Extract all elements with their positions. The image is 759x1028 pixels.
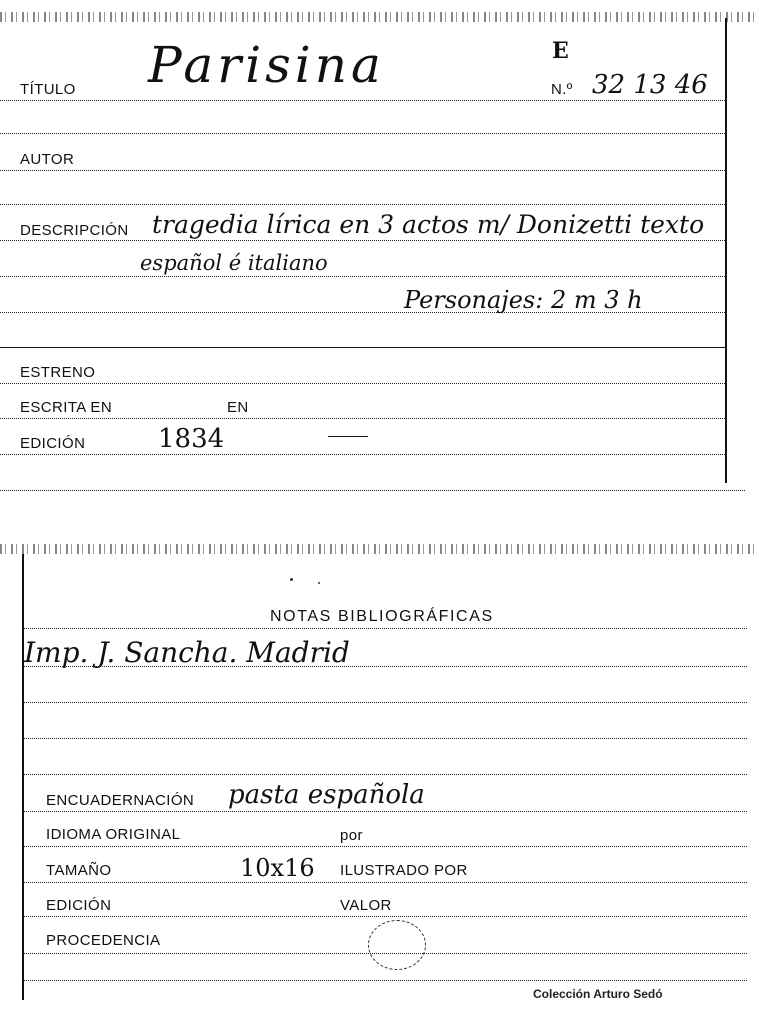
edicion-back-label: EDICIÓN (46, 897, 112, 914)
rule-line (0, 490, 745, 491)
catalog-card-front (0, 0, 759, 500)
pencil-mark (328, 436, 368, 437)
stamp-circle (368, 920, 426, 970)
rule-line (0, 170, 727, 171)
rule-line (22, 882, 747, 883)
tamano-value: 10x16 (240, 854, 315, 882)
descripcion-line-1: tragedia lírica en 3 actos m/ Donizetti texto (152, 210, 705, 239)
rule-line (22, 846, 747, 847)
rule-line (0, 133, 727, 134)
por-label: por (340, 827, 363, 844)
rule-line (0, 418, 727, 419)
card-right-border (725, 18, 727, 483)
catalog-card-back (0, 540, 759, 1010)
encuadernacion-label: ENCUADERNACIÓN (46, 792, 195, 809)
titulo-label: TÍTULO (20, 81, 76, 98)
rule-line (0, 204, 727, 205)
ilustrado-label: ILUSTRADO POR (340, 862, 468, 879)
rule-line (0, 383, 727, 384)
rule-line (22, 774, 747, 775)
numero-label: N.º (551, 81, 573, 98)
rule-line (0, 240, 727, 241)
rule-line (0, 454, 727, 455)
rule-line (22, 628, 747, 629)
card-top-edge (0, 12, 759, 22)
rule-line (22, 980, 747, 981)
notas-heading: NOTAS BIBLIOGRÁFICAS (270, 608, 494, 625)
titulo-value: Parisina (148, 36, 385, 94)
descripcion-line-3: Personajes: 2 m 3 h (404, 286, 643, 314)
rule-line (0, 276, 727, 277)
edicion-label: EDICIÓN (20, 435, 86, 452)
encuadernacion-value: pasta española (228, 780, 425, 810)
coleccion-stamp: Colección Arturo Sedó (533, 987, 663, 1001)
numero-mark: E (552, 38, 569, 64)
idioma-label: IDIOMA ORIGINAL (46, 826, 181, 843)
notas-line-1: Imp. J. Sancha. Madrid (24, 636, 350, 669)
tamano-label: TAMAÑO (46, 862, 112, 879)
rule-line (0, 100, 727, 101)
edicion-value: 1834 (158, 424, 225, 454)
rule-line (22, 811, 747, 812)
descripcion-line-2: español é italiano (140, 251, 328, 275)
rule-line (22, 666, 747, 667)
numero-value: 32 13 46 (592, 70, 708, 100)
en-label: EN (227, 399, 249, 416)
rule-line (0, 347, 727, 348)
speck (290, 578, 293, 581)
autor-label: AUTOR (20, 151, 75, 168)
procedencia-label: PROCEDENCIA (46, 932, 161, 949)
speck (318, 582, 320, 584)
estreno-label: ESTRENO (20, 364, 96, 381)
card-top-edge (0, 544, 759, 554)
rule-line (22, 738, 747, 739)
card-left-border (22, 554, 24, 1000)
descripcion-label: DESCRIPCIÓN (20, 222, 129, 239)
rule-line (22, 916, 747, 917)
rule-line (22, 702, 747, 703)
escrita-label: ESCRITA EN (20, 399, 113, 416)
valor-label: VALOR (340, 897, 392, 914)
rule-line (22, 953, 747, 954)
